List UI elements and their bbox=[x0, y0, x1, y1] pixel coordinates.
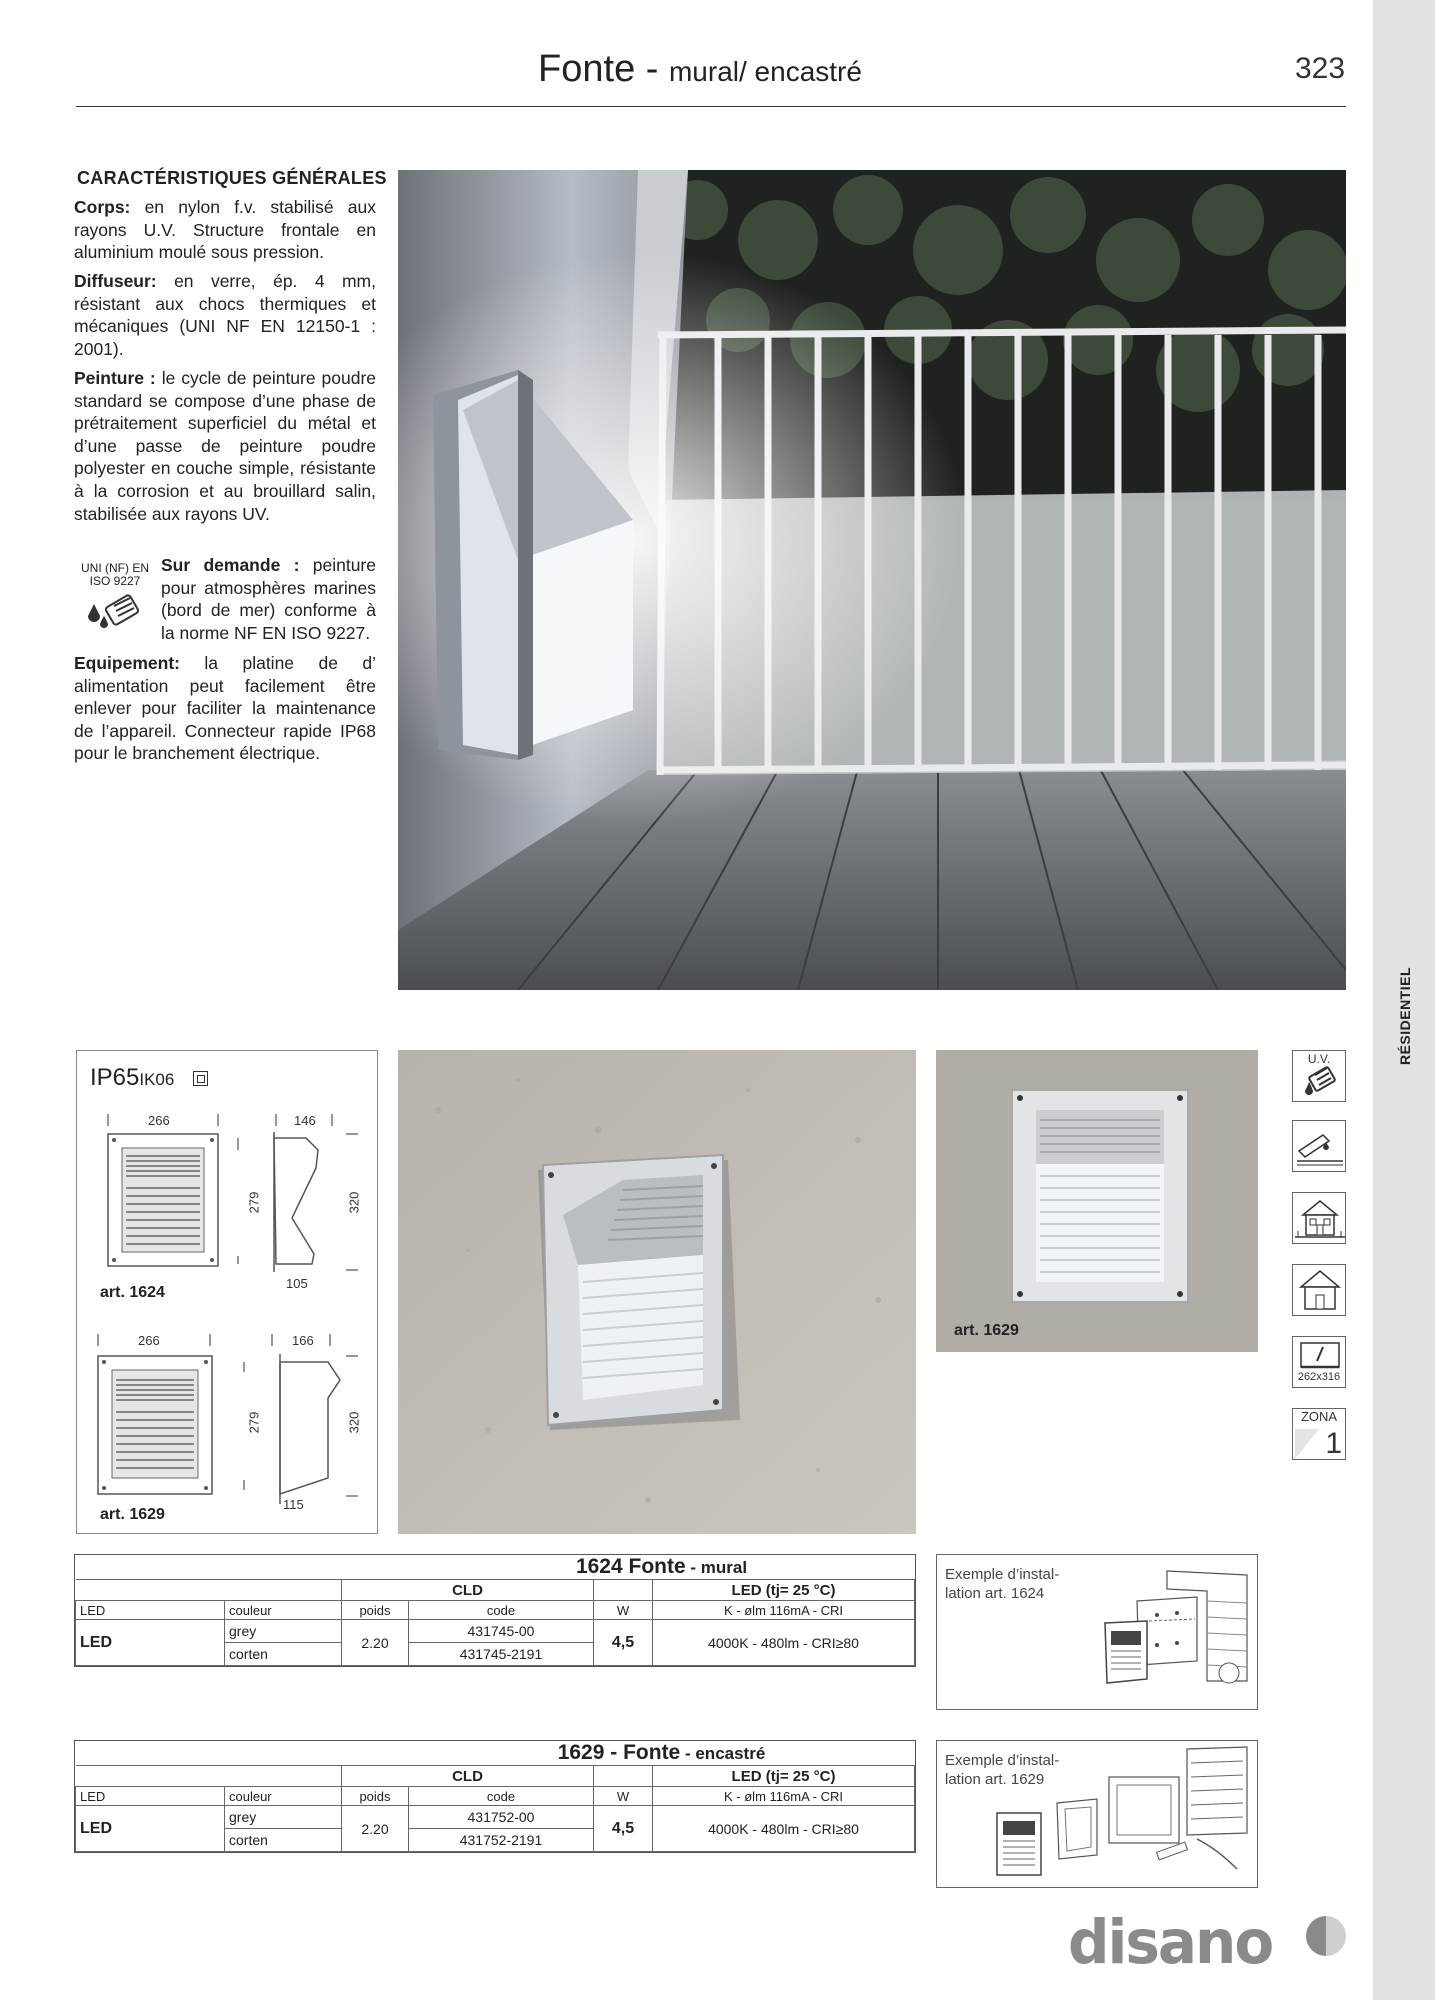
table-1629-group-cld: CLD bbox=[342, 1766, 594, 1787]
col-code: code bbox=[409, 1601, 594, 1620]
diffuseur-label: Diffuseur: bbox=[74, 271, 157, 291]
page-number: 323 bbox=[1295, 52, 1346, 85]
install-1629-diagram bbox=[977, 1743, 1255, 1885]
table-1629-header-row bbox=[76, 1787, 915, 1806]
table-row bbox=[76, 1806, 915, 1829]
col-led: LED bbox=[76, 1601, 225, 1620]
led-spec: 4000K - 480lm - CRI≥80 bbox=[653, 1620, 915, 1666]
dim-1624-depth-top: 146 bbox=[294, 1113, 316, 1128]
col-w: W bbox=[594, 1601, 653, 1620]
install-1624-diagram bbox=[1097, 1561, 1253, 1705]
table-1624-title-suffix: - mural bbox=[685, 1558, 748, 1577]
col-couleur: couleur bbox=[225, 1601, 342, 1620]
table-1629 bbox=[74, 1740, 916, 1853]
table-1624-group-row bbox=[76, 1580, 915, 1601]
corps-text: en nylon f.v. stabilisé aux rayons U.V. Structure frontale en aluminium moulé sous pression. bbox=[74, 197, 376, 263]
dim-1624-height-front: 279 bbox=[246, 1191, 262, 1214]
table-1629-group-row bbox=[76, 1766, 915, 1787]
watt: 4,5 bbox=[594, 1620, 653, 1666]
table-1629-title-row bbox=[76, 1741, 915, 1766]
class-ii-icon bbox=[193, 1071, 208, 1086]
demande-text: peinture pour atmosphères marines (bord de mer) conforme à la norme NF EN ISO 9227. bbox=[161, 555, 376, 643]
peinture-label: Peinture : bbox=[74, 368, 156, 388]
table-1629-group-led: LED (tj= 25 °C) bbox=[653, 1766, 915, 1787]
dim-1629-height-front: 279 bbox=[246, 1411, 262, 1434]
uv-resistant-icon bbox=[1292, 1050, 1346, 1102]
code-grey: 431745-00 bbox=[409, 1620, 594, 1643]
watt: 4,5 bbox=[594, 1806, 653, 1852]
photo-art-1629-label: art. 1629 bbox=[954, 1322, 1019, 1339]
dim-1624-width: 266 bbox=[148, 1113, 170, 1128]
page-title bbox=[300, 48, 1100, 91]
install-example-1629 bbox=[936, 1740, 1258, 1888]
peinture-paragraph bbox=[74, 367, 376, 525]
main-terrace-photo bbox=[398, 170, 1346, 990]
install-1629-text: Exemple d’instal-lation art. 1629 bbox=[945, 1752, 1060, 1788]
table-1624-group-led: LED (tj= 25 °C) bbox=[653, 1580, 915, 1601]
dim-1629-depth-bottom: 115 bbox=[283, 1497, 304, 1512]
uni-standard-label bbox=[74, 562, 156, 588]
corps-label: Corps: bbox=[74, 197, 131, 217]
dim-1629-depth-top: 166 bbox=[292, 1333, 314, 1348]
art-1624-label: art. 1624 bbox=[100, 1284, 165, 1301]
section-label: RÉSIDENTIEL bbox=[1397, 966, 1413, 1066]
zone-1-icon bbox=[1292, 1408, 1346, 1460]
dim-1624-height-side: 320 bbox=[346, 1191, 362, 1214]
art-1624-wall-photo bbox=[398, 1050, 916, 1534]
peinture-text: le cycle de peinture poudre standard se compose d’une phase de prétraitement superficiel du métal et d’une passe de peinture poudre polyester en couche simple, résistante à la corrosion et au brouillard salin, stabilisée aux rayons UV. bbox=[74, 368, 377, 524]
col-code: code bbox=[409, 1787, 594, 1806]
corps-paragraph bbox=[74, 196, 376, 264]
diffuseur-text: en verre, ép. 4 mm, résistant aux chocs thermiques et mécaniques (UNI NF EN 12150-1 : 2001). bbox=[74, 271, 376, 359]
col-poids: poids bbox=[342, 1601, 409, 1620]
salt-spray-icon bbox=[80, 590, 146, 632]
outdoor-house-icon bbox=[1292, 1192, 1346, 1244]
code-corten: 431752-2191 bbox=[409, 1829, 594, 1852]
equipement-paragraph bbox=[74, 652, 376, 765]
art-1629-wall-photo bbox=[936, 1050, 1258, 1352]
install-example-1624 bbox=[936, 1554, 1258, 1710]
ik-value: IK06 bbox=[139, 1070, 175, 1089]
table-row bbox=[76, 1620, 915, 1643]
art-1629-drawing bbox=[90, 1328, 366, 1508]
uni-label-line1: UNI (NF) EN bbox=[81, 561, 149, 575]
row-led: LED bbox=[76, 1806, 225, 1852]
equipement-label: Equipement: bbox=[74, 653, 180, 673]
table-1629-title-suffix: - encastré bbox=[680, 1744, 766, 1763]
dim-1629-width: 266 bbox=[138, 1333, 160, 1348]
header-rule bbox=[76, 106, 1346, 107]
characteristics-title: CARACTÉRISTIQUES GÉNÉRALES bbox=[77, 168, 387, 188]
color-corten: corten bbox=[225, 1643, 342, 1666]
color-corten: corten bbox=[225, 1829, 342, 1852]
row-led: LED bbox=[76, 1620, 225, 1666]
art-1624-drawing bbox=[96, 1108, 366, 1278]
art-1629-label: art. 1629 bbox=[100, 1506, 165, 1523]
diffuseur-paragraph bbox=[74, 270, 376, 360]
led-spec: 4000K - 480lm - CRI≥80 bbox=[653, 1806, 915, 1852]
table-1624-title bbox=[409, 1555, 915, 1580]
table-1624-title-main: 1624 Fonte bbox=[575, 1555, 686, 1578]
cutout-size-label: 262x316 bbox=[1297, 1371, 1341, 1383]
code-corten: 431745-2191 bbox=[409, 1643, 594, 1666]
table-1624-title-row bbox=[76, 1555, 915, 1580]
table-1624-group-cld: CLD bbox=[342, 1580, 594, 1601]
table-1624 bbox=[74, 1554, 916, 1667]
title-main: Fonte bbox=[538, 48, 636, 90]
disano-logo-mark bbox=[1306, 1916, 1346, 1956]
col-spec: K - ølm 116mA - CRI bbox=[653, 1787, 915, 1806]
col-w: W bbox=[594, 1787, 653, 1806]
title-subtitle: mural/ encastré bbox=[668, 56, 862, 87]
col-couleur: couleur bbox=[225, 1787, 342, 1806]
equipement-text: la platine de d’ alimentation peut facilement être enlever pour faciliter la maintenance de l’appareil. Connecteur rapide IP68 pour le branchement électrique. bbox=[74, 653, 376, 764]
title-dash: - bbox=[635, 48, 669, 90]
demande-paragraph bbox=[161, 554, 376, 644]
install-1624-text: Exemple d’instal-lation art. 1624 bbox=[945, 1566, 1060, 1602]
color-grey: grey bbox=[225, 1806, 342, 1829]
uv-label: U.V. bbox=[1307, 1052, 1331, 1066]
table-1624-header-row bbox=[76, 1601, 915, 1620]
table-1629-title-main: 1629 - Fonte bbox=[557, 1741, 681, 1764]
zona-label: ZONA bbox=[1300, 1409, 1338, 1424]
ip-value: IP65 bbox=[90, 1064, 140, 1091]
cutout-size-icon bbox=[1292, 1336, 1346, 1388]
ip-rating bbox=[90, 1064, 174, 1092]
table-1629-title bbox=[409, 1741, 915, 1766]
uni-label-line2: ISO 9227 bbox=[89, 574, 141, 588]
weight: 2.20 bbox=[342, 1620, 409, 1666]
col-poids: poids bbox=[342, 1787, 409, 1806]
weight: 2.20 bbox=[342, 1806, 409, 1852]
indoor-house-icon bbox=[1292, 1264, 1346, 1316]
disano-logo: disano bbox=[1068, 1906, 1273, 1978]
col-spec: K - ølm 116mA - CRI bbox=[653, 1601, 915, 1620]
demande-label: Sur demande : bbox=[161, 555, 300, 575]
dim-1624-depth-bottom: 105 bbox=[286, 1276, 308, 1291]
zona-number: 1 bbox=[1325, 1427, 1342, 1460]
dim-1629-height-side: 320 bbox=[346, 1411, 362, 1434]
ground-application-icon bbox=[1292, 1120, 1346, 1172]
code-grey: 431752-00 bbox=[409, 1806, 594, 1829]
col-led: LED bbox=[76, 1787, 225, 1806]
color-grey: grey bbox=[225, 1620, 342, 1643]
